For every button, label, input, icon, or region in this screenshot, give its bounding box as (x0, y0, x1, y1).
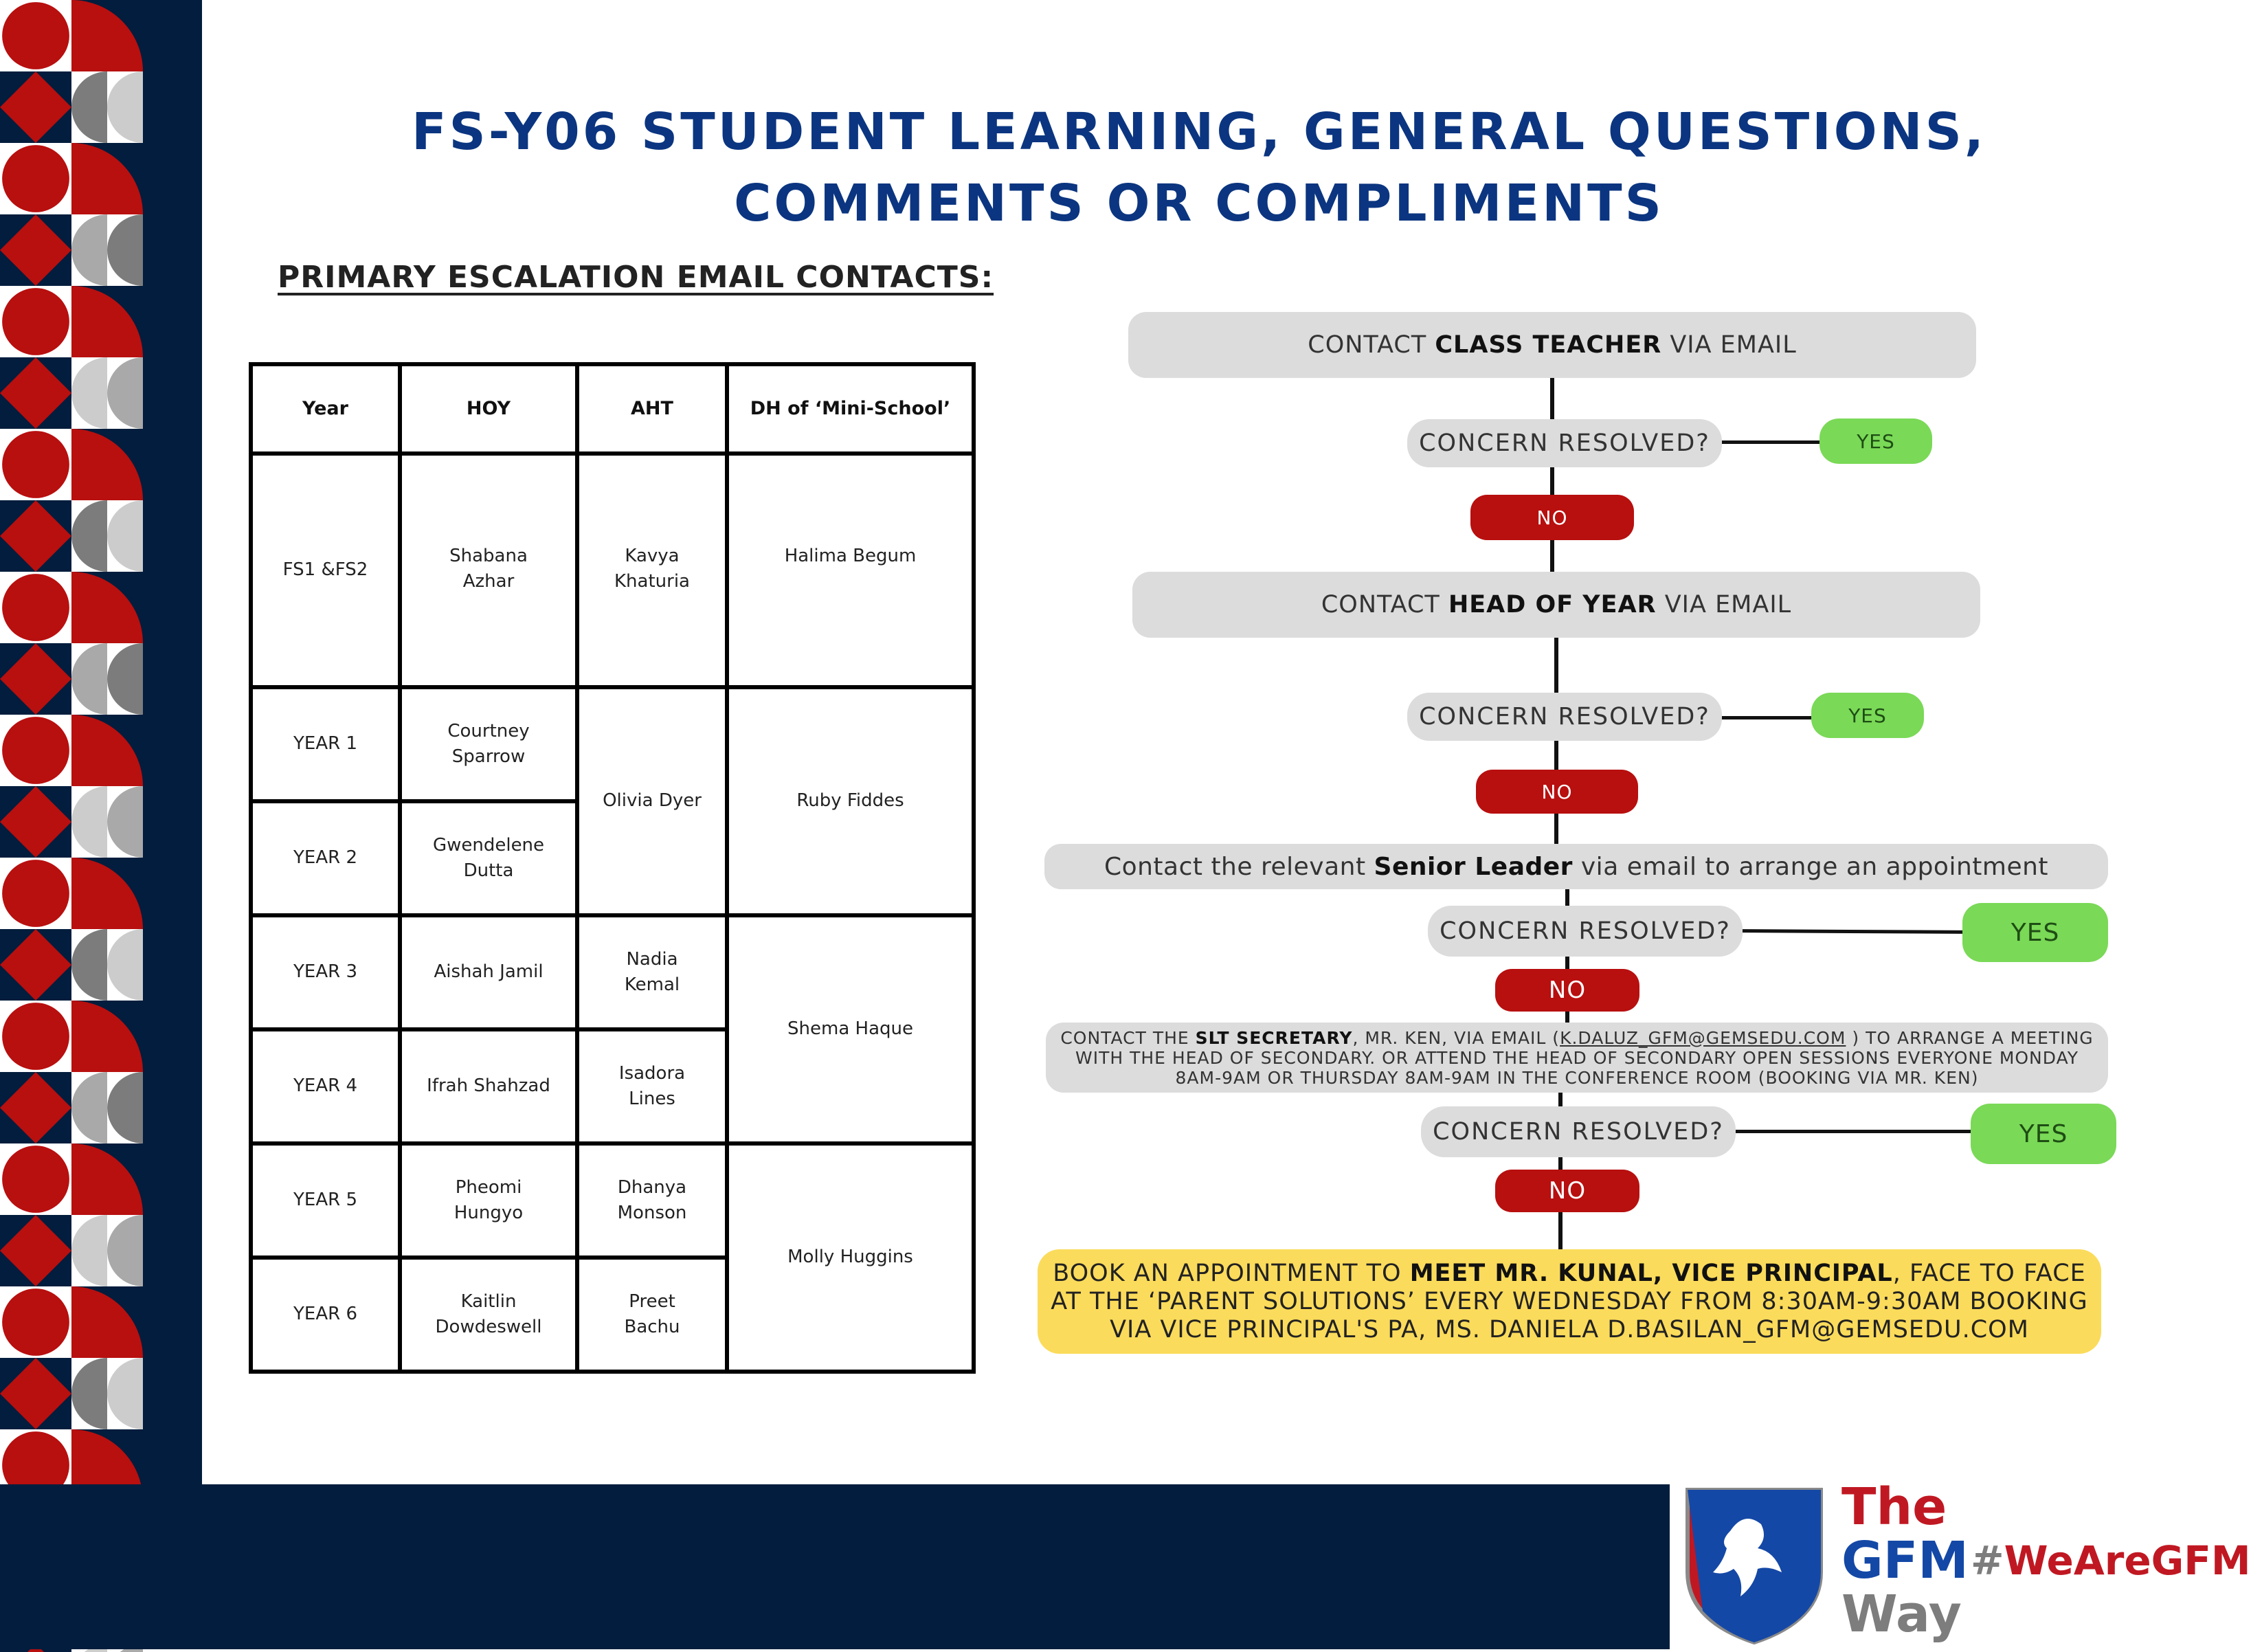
step-emphasis: Senior Leader (1374, 852, 1573, 881)
cell-hoy: Aishah Jamil (400, 915, 577, 1029)
cell-year: YEAR 4 (251, 1029, 400, 1143)
cell-hoy: Ifrah Shahzad (400, 1029, 577, 1143)
table-row (251, 454, 974, 687)
cell-aht: Kavya Khaturia (577, 454, 727, 687)
hashtag-symbol: # (1971, 1537, 2004, 1584)
step-text: BOOK AN APPOINTMENT TO (1053, 1259, 1410, 1287)
concern-resolved-question: CONCERN RESOLVED? (1421, 1106, 1736, 1157)
header-year: Year (251, 364, 400, 454)
cell-hoy: Courtney Sparrow (400, 687, 577, 801)
final-step-meet-vice-principal (1038, 1249, 2101, 1354)
step-text: VIA EMAIL (1656, 591, 1792, 618)
connector-line (1565, 1010, 1569, 1023)
no-outcome: NO (1470, 495, 1634, 540)
step-text: ) TO ARRANGE A MEETING WITH THE HEAD OF SECONDARY. OR ATTEND THE HEAD OF SECONDARY OPEN SESSIONS EVERYONE MONDAY 8AM-9AM OR THURSDAY 8AM-9AM IN THE CONFERENCE ROOM (BOOKING VIA MR. KEN) (1075, 1027, 2094, 1088)
step-text: Contact the relevant (1104, 852, 1374, 881)
cell-year: YEAR 6 (251, 1258, 400, 1372)
connector-line (1565, 888, 1569, 906)
cell-aht: Preet Bachu (577, 1258, 727, 1372)
cell-dh: Halima Begum (727, 454, 974, 687)
step-text: CONTACT (1308, 331, 1435, 359)
step-contact-class-teacher (1128, 312, 1976, 378)
connector-line (1733, 1130, 1972, 1133)
step-text: CONTACT THE (1060, 1027, 1196, 1048)
step-emphasis: CLASS TEACHER (1435, 331, 1662, 359)
cell-year: YEAR 3 (251, 915, 400, 1029)
slt-secretary-email: K.DALUZ_GFM@GEMSEDU.COM (1560, 1027, 1846, 1048)
cell-aht: Dhanya Monson (577, 1143, 727, 1258)
cell-hoy: Gwendelene Dutta (400, 801, 577, 915)
step-contact-head-of-year (1132, 572, 1980, 638)
logo-text-gfm: GFM (1841, 1531, 1969, 1590)
step-text: via email to arrange an appointment (1572, 852, 2049, 881)
yes-outcome: YES (1819, 418, 1932, 464)
cell-dh: Ruby Fiddes (727, 687, 974, 915)
connector-line (1741, 929, 1965, 934)
connector-line (1554, 638, 1558, 697)
cell-year: YEAR 2 (251, 801, 400, 915)
navy-side-strip (143, 0, 202, 1484)
step-emphasis: MEET MR. KUNAL, VICE PRINCIPAL (1409, 1259, 1893, 1287)
navy-bottom-band (0, 1484, 1670, 1649)
cell-dh: Molly Huggins (727, 1143, 974, 1372)
table-heading: PRIMARY ESCALATION EMAIL CONTACTS: (278, 260, 994, 295)
page-title: FS-Y06 STUDENT LEARNING, GENERAL QUESTIONS, COMMENTS OR COMPLIMENTS (411, 102, 1987, 233)
table-row (251, 915, 974, 1029)
table-header-row (251, 364, 974, 454)
cell-year: YEAR 1 (251, 687, 400, 801)
step-text: VIA EMAIL (1661, 331, 1797, 359)
logo-text-way: Way (1841, 1585, 1962, 1644)
cell-hoy: Pheomi Hungyo (400, 1143, 577, 1258)
escalation-contacts-table (249, 362, 976, 1374)
step-text: , FACE TO FACE AT THE ‘PARENT SOLUTIONS’ EVERY WEDNESDAY FROM 8:30AM-9:30AM BOOKING VIA VICE PRINCIPAL'S PA, MS. DANIELA D.BASILAN_GFM@GEMSEDU.COM (1051, 1259, 2088, 1343)
step-text: CONTACT (1321, 591, 1448, 618)
cell-aht: Nadia Kemal (577, 915, 727, 1029)
concern-resolved-question: CONCERN RESOLVED? (1407, 419, 1722, 467)
hashtag-text: WeAreGFM (2004, 1537, 2251, 1584)
school-crest-icon (1682, 1483, 1826, 1645)
table-row (251, 1143, 974, 1258)
no-outcome: NO (1476, 770, 1638, 814)
logo-text-the: The (1841, 1477, 1947, 1537)
yes-outcome: YES (1971, 1104, 2116, 1164)
header-hoy: HOY (400, 364, 577, 454)
cell-dh: Shema Haque (727, 915, 974, 1143)
step-emphasis: SLT SECRETARY (1195, 1027, 1353, 1048)
cell-aht: Isadora Lines (577, 1029, 727, 1143)
connector-line (1550, 375, 1554, 423)
cell-aht: Olivia Dyer (577, 687, 727, 915)
concern-resolved-question: CONCERN RESOLVED? (1407, 693, 1722, 741)
gfm-logo (1670, 1477, 2251, 1649)
step-emphasis: HEAD OF YEAR (1448, 591, 1657, 618)
step-contact-senior-leader (1044, 844, 2108, 889)
header-dh: DH of ‘Mini-School’ (727, 364, 974, 454)
no-outcome: NO (1495, 969, 1639, 1012)
yes-outcome: YES (1811, 693, 1924, 738)
table-row (251, 687, 974, 801)
header-aht: AHT (577, 364, 727, 454)
cell-hoy: Kaitlin Dowdeswell (400, 1258, 577, 1372)
connector-line (1550, 540, 1554, 572)
connector-line (1719, 716, 1813, 719)
no-outcome: NO (1495, 1170, 1639, 1212)
hashtag-wearegfm (1971, 1531, 2251, 1590)
cell-year: FS1 &FS2 (251, 454, 400, 687)
decorative-pattern (0, 0, 143, 1649)
yes-outcome: YES (1962, 903, 2108, 962)
cell-year: YEAR 5 (251, 1143, 400, 1258)
step-contact-slt-secretary (1046, 1023, 2108, 1093)
cell-hoy: Shabana Azhar (400, 454, 577, 687)
connector-line (1719, 440, 1822, 444)
connector-line (1554, 814, 1558, 845)
concern-resolved-question: CONCERN RESOLVED? (1428, 906, 1743, 957)
step-text: , MR. KEN, VIA EMAIL ( (1352, 1027, 1560, 1048)
connector-line (1558, 1212, 1563, 1249)
